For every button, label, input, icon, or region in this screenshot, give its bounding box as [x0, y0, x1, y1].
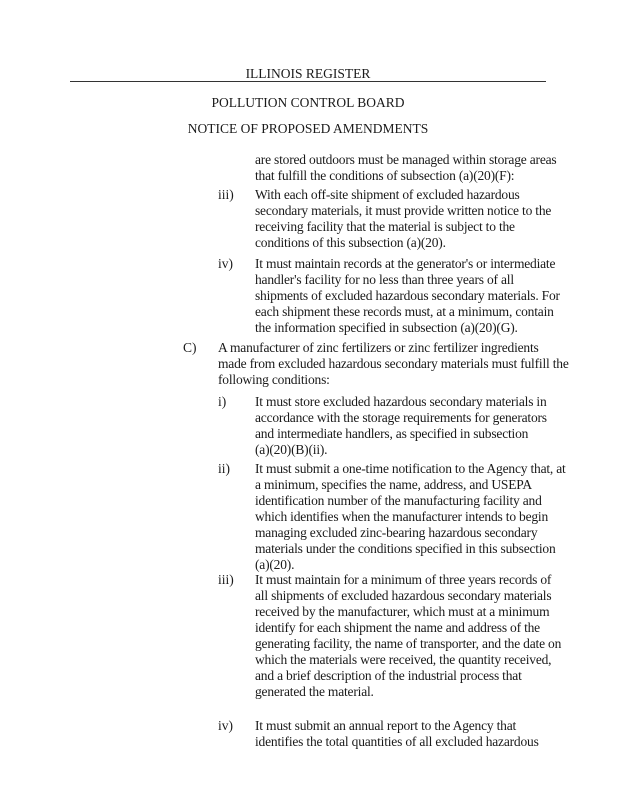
text-line: With each off-site shipment of excluded hazardous — [255, 187, 520, 202]
text-line: It must maintain records at the generator's or intermediate — [255, 256, 556, 271]
text-line: following conditions: — [218, 372, 330, 387]
item-text — [255, 256, 560, 336]
text-line: It must submit a one-time notification to the Agency that, at — [255, 461, 566, 476]
item-text — [255, 461, 566, 573]
text-line: which identifies when the manufacturer intends to begin — [255, 509, 549, 524]
header-rule — [70, 81, 546, 82]
text-line: which the materials were received, the quantity received, — [255, 652, 552, 667]
continuation-text — [255, 152, 556, 184]
text-line: identify for each shipment the name and address of the — [255, 620, 540, 635]
text-line: receiving facility that the material is subject to the — [255, 219, 515, 234]
text-line: handler's facility for no less than three years of all — [255, 272, 514, 287]
text-line: are stored outdoors must be managed within storage areas — [255, 152, 557, 167]
text-line: identification number of the manufacturing facility and — [255, 493, 542, 508]
text-line: generating facility, the name of transporter, and the date on — [255, 636, 562, 651]
item-label: iii) — [218, 572, 234, 587]
section-label: C) — [183, 340, 197, 355]
text-line: and a brief description of the industrial process that — [255, 668, 522, 683]
text-line: identifies the total quantities of all excluded hazardous — [255, 734, 539, 749]
text-line: received by the manufacturer, which must at a minimum — [255, 604, 550, 619]
text-line: shipments of excluded hazardous secondary materials. For — [255, 288, 560, 303]
item-label: iv) — [218, 256, 233, 271]
text-line: that fulfill the conditions of subsection (a)(20)(F): — [255, 168, 515, 183]
text-line: made from excluded hazardous secondary materials must fulfill the — [218, 356, 569, 371]
text-line: all shipments of excluded hazardous secondary materials — [255, 588, 552, 603]
text-line: secondary materials, it must provide written notice to the — [255, 203, 552, 218]
text-line: a minimum, specifies the name, address, and USEPA — [255, 477, 532, 492]
text-line: and intermediate handlers, as specified in subsection — [255, 426, 529, 441]
text-line: materials under the conditions specified in this subsection — [255, 541, 556, 556]
item-label: i) — [218, 394, 227, 409]
item-label: iii) — [218, 187, 234, 202]
text-line: (a)(20). — [255, 557, 295, 572]
item-text — [255, 718, 539, 750]
text-line: the information specified in subsection (a)(20)(G). — [255, 320, 518, 335]
text-line: each shipment these records must, at a minimum, contain — [255, 304, 554, 319]
text-line: managing excluded zinc-bearing hazardous secondary — [255, 525, 538, 540]
text-line: (a)(20)(B)(ii). — [255, 442, 328, 457]
section-text — [218, 340, 569, 388]
notice-title: NOTICE OF PROPOSED AMENDMENTS — [187, 121, 429, 136]
item-text — [255, 572, 561, 700]
text-line: accordance with the storage requirements for generators — [255, 410, 547, 425]
text-line: It must submit an annual report to the Agency that — [255, 718, 517, 733]
text-line: generated the material. — [255, 684, 374, 699]
text-line: It must maintain for a minimum of three years records of — [255, 572, 552, 587]
text-line: conditions of this subsection (a)(20). — [255, 235, 446, 250]
item-text — [255, 394, 547, 458]
item-text — [255, 187, 551, 251]
board-title: POLLUTION CONTROL BOARD — [211, 95, 405, 110]
item-label: ii) — [218, 461, 230, 476]
text-line: A manufacturer of zinc fertilizers or zinc fertilizer ingredients — [218, 340, 539, 355]
item-label: iv) — [218, 718, 233, 733]
register-title: ILLINOIS REGISTER — [245, 66, 371, 81]
text-line: It must store excluded hazardous secondary materials in — [255, 394, 547, 409]
